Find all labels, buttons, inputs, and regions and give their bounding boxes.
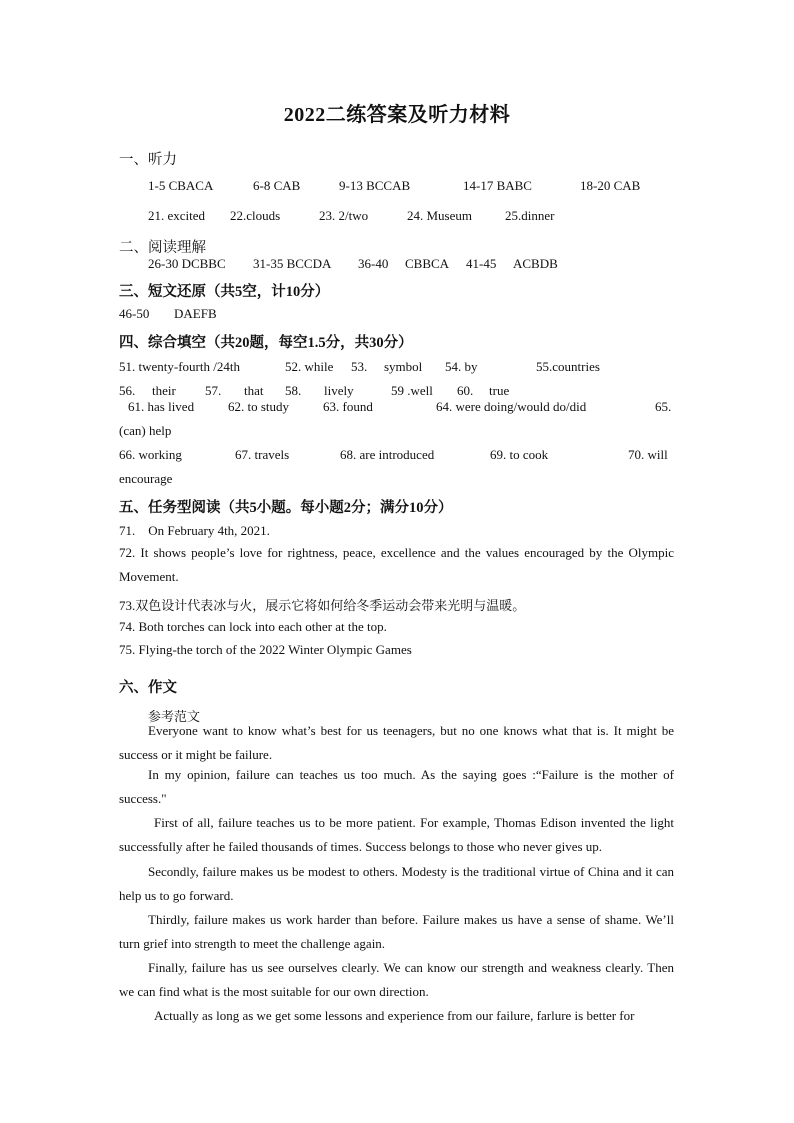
section-listening-heading: 一、听力 xyxy=(119,152,177,168)
answer-item: 69. to cook xyxy=(490,447,549,462)
answer-item: 18-20 CAB xyxy=(580,178,641,193)
section-reading-heading: 二、阅读理解 xyxy=(119,240,206,256)
answer-item: 22.clouds xyxy=(230,208,281,223)
answer-item: 57. xyxy=(205,383,222,398)
answer-item: 68. are introduced xyxy=(340,447,435,462)
answer-item: 60. xyxy=(457,383,474,398)
essay-paragraph-1: Everyone want to know what’s best for us teenagers, but no one knows what that is. It might be success or it might be failure. xyxy=(119,723,674,762)
answer-item: 23. 2/two xyxy=(319,208,369,223)
page-title: 2022二练答案及听力材料 xyxy=(283,104,511,126)
essay-paragraph-3: First of all, failure teaches us to be more patient. For example, Thomas Edison invented the light successfully after he failed thousands of times. Success belongs to those who never gives up. xyxy=(119,815,674,854)
section-restore-heading: 三、短文还原（共5空，计10分） xyxy=(119,284,330,300)
essay-paragraph-7: Actually as long as we get some lessons and experience from our failure, farlure is better for xyxy=(154,1008,635,1023)
answer-item: lively xyxy=(324,383,354,398)
answer-item-continued: (can) help xyxy=(119,423,172,438)
answer-item: 53. xyxy=(351,359,368,374)
answer-item: 14-17 BABC xyxy=(463,178,532,193)
answer-item: that xyxy=(244,383,264,398)
answer-item: 21. excited xyxy=(148,208,206,223)
essay-heading: 参考范文 xyxy=(148,709,201,724)
answer-item: 31-35 BCCDA xyxy=(253,256,332,271)
answer-item: 70. will xyxy=(628,447,668,462)
answer-item: 51. twenty-fourth /24th xyxy=(119,359,240,374)
answer-item: 54. by xyxy=(445,359,478,374)
answer-item: 41-45 xyxy=(466,256,497,271)
answer-item: true xyxy=(489,383,510,398)
answer-item: 65. xyxy=(655,399,672,414)
section-cloze-heading: 四、综合填空（共20题，每空1.5分，共30分） xyxy=(119,335,413,351)
answer-item: 36-40 xyxy=(358,256,389,271)
answer-item: their xyxy=(152,383,176,398)
section-task-reading-heading: 五、任务型阅读（共5小题。每小题2分；满分10分） xyxy=(119,500,453,516)
answer-item: 6-8 CAB xyxy=(253,178,301,193)
essay-paragraph-2: In my opinion, failure can teaches us too much. As the saying goes :“Failure is the mother of success." xyxy=(119,767,674,806)
answer-item: CBBCA xyxy=(405,256,450,271)
answer-item: 67. travels xyxy=(235,447,290,462)
essay-paragraph-4: Secondly, failure makes us be modest to others. Modesty is the traditional virtue of China and it can help us to go forward. xyxy=(119,864,674,903)
answer-item: 24. Museum xyxy=(407,208,472,223)
answer-item: 56. xyxy=(119,383,136,398)
answer-item: 59 .well xyxy=(391,383,433,398)
answer-item: 26-30 DCBBC xyxy=(148,256,226,271)
answer-item: 64. were doing/would do/did xyxy=(436,399,587,414)
answer-item-continued: encourage xyxy=(119,471,173,486)
essay-paragraph-6: Finally, failure has us see ourselves clearly. We can know our strength and weakness clearly. Then we can find what is the most suitable for our own direction. xyxy=(119,960,674,999)
answer-item: 55.countries xyxy=(536,359,600,374)
answer-item: 66. working xyxy=(119,447,182,462)
answer-item: 25.dinner xyxy=(505,208,555,223)
answer-item: symbol xyxy=(384,359,423,374)
answer-item: 46-50 xyxy=(119,306,150,321)
answer-71: 71. On February 4th, 2021. xyxy=(119,523,270,538)
answer-73: 73.双色设计代表冰与火，展示它将如何给冬季运动会带来光明与温暖。 xyxy=(119,598,526,613)
answer-75: 75. Flying-the torch of the 2022 Winter Olympic Games xyxy=(119,642,412,657)
answer-item: 52. while xyxy=(285,359,334,374)
answer-item: 58. xyxy=(285,383,302,398)
answer-item: 1-5 CBACA xyxy=(148,178,214,193)
answer-72: 72. It shows people’s love for rightness, peace, excellence and the values encouraged by the Olympic Movement. xyxy=(119,545,674,584)
answer-item: ACBDB xyxy=(513,256,558,271)
answer-item: 61. has lived xyxy=(128,399,195,414)
answer-item: 63. found xyxy=(323,399,373,414)
answer-item: 62. to study xyxy=(228,399,290,414)
essay-paragraph-5: Thirdly, failure makes us work harder than before. Failure makes us have a sense of shame. We’ll turn grief into strength to meet the challenge again. xyxy=(119,912,674,951)
answer-74: 74. Both torches can lock into each other at the top. xyxy=(119,619,387,634)
answer-item: DAEFB xyxy=(174,306,217,321)
answer-item: 9-13 BCCAB xyxy=(339,178,411,193)
section-writing-heading: 六、作文 xyxy=(119,680,177,696)
